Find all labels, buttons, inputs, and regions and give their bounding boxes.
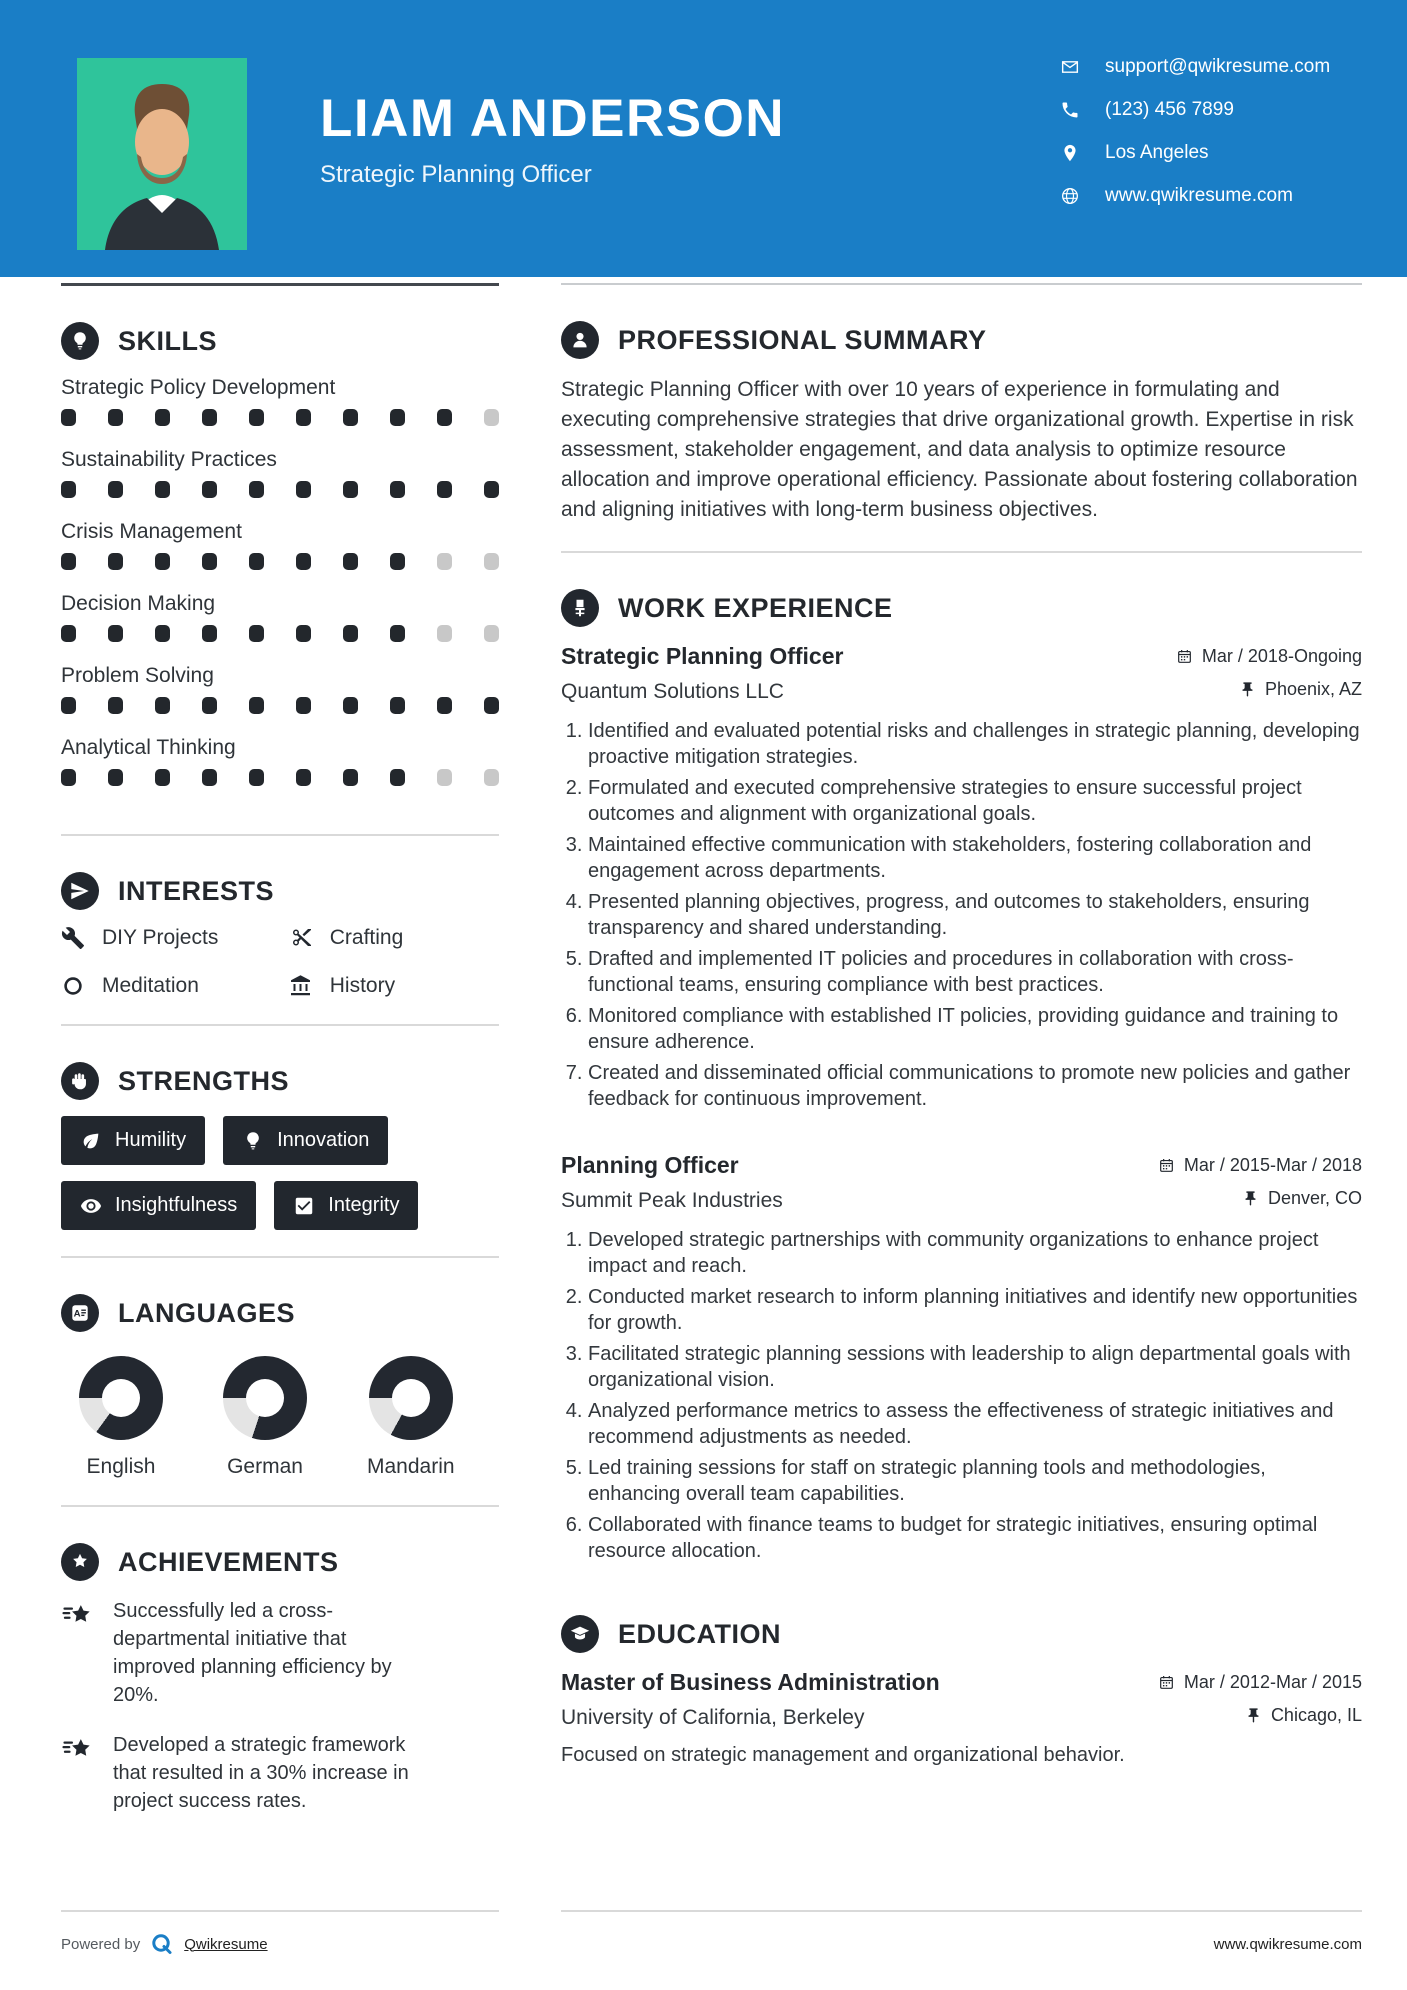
skills-section-icon-circle	[61, 322, 99, 360]
job-bullet: 1. Developed strategic partnerships with community organizations to enhance project impact and reach.	[588, 1227, 1362, 1279]
job-date: Mar / 2015-Mar / 2018	[1183, 1155, 1362, 1176]
bulb-icon	[242, 1130, 264, 1152]
section-title: ACHIEVEMENTS	[118, 1546, 339, 1577]
strength-pill	[61, 1116, 205, 1165]
skill-dot-filled	[61, 481, 76, 498]
shooting-star-icon	[61, 1733, 95, 1767]
pin-icon	[1060, 143, 1080, 163]
skill-item	[61, 376, 499, 426]
education-section	[561, 1579, 1362, 1767]
person-title: Strategic Planning Officer	[320, 161, 592, 188]
experience-section	[561, 553, 1362, 1569]
skill-name: Strategic Policy Development	[61, 376, 336, 399]
job-company: Summit Peak Industries	[561, 1189, 783, 1213]
skill-dot-filled	[343, 769, 358, 786]
language-label: English	[86, 1455, 156, 1478]
globe-icon	[1060, 186, 1080, 206]
skills-list	[61, 376, 499, 786]
footer	[0, 1912, 1407, 1990]
summary-section-icon-circle	[561, 321, 599, 359]
job-bullet: 1. Identified and evaluated potential risks and challenges in strategic planning, developing proactive mitigation strategies.	[588, 718, 1362, 770]
skill-dot-filled	[61, 409, 76, 426]
skill-name: Sustainability Practices	[61, 448, 277, 471]
interest-label: History	[329, 974, 396, 997]
skill-dot-empty	[437, 553, 452, 570]
language-item	[367, 1356, 455, 1479]
wrench-icon	[61, 926, 85, 950]
job-bullet: 6. Monitored compliance with established IT policies, providing guidance and training to ensure adherence.	[588, 1003, 1362, 1055]
section-title: PROFESSIONAL SUMMARY	[618, 324, 987, 355]
language-label: Mandarin	[367, 1455, 455, 1478]
divider	[561, 1910, 1362, 1912]
job-bullets	[561, 1227, 1362, 1564]
interest-label: Crafting	[329, 926, 404, 949]
shooting-star-icon	[61, 1599, 95, 1633]
job-bullet: 5. Led training sessions for staff on strategic planning tools and methodologies, enhancing overall team capabilities.	[588, 1455, 1362, 1507]
skill-dot-filled	[390, 697, 405, 714]
contact-list	[1060, 56, 1360, 207]
skill-dot-filled	[61, 625, 76, 642]
education-degree: Master of Business Administration	[561, 1669, 940, 1696]
leaf-icon	[80, 1130, 102, 1152]
skill-dot-filled	[249, 625, 264, 642]
skill-dot-filled	[202, 697, 217, 714]
job-bullet: 6. Collaborated with finance teams to budget for strategic initiatives, ensuring optimal resource allocation.	[588, 1512, 1362, 1564]
jobs-list	[561, 643, 1362, 1564]
skill-dot-empty	[484, 553, 499, 570]
person-icon	[569, 329, 591, 351]
education-location: Chicago, IL	[1270, 1705, 1362, 1726]
skill-name: Crisis Management	[61, 520, 242, 543]
job-title: Planning Officer	[561, 1152, 739, 1179]
job-company: Quantum Solutions LLC	[561, 680, 784, 704]
job-bullet: 3. Maintained effective communication with stakeholders, fostering collaboration and engagement across departments.	[588, 832, 1362, 884]
right-column	[561, 283, 1362, 1912]
scissors-icon	[289, 926, 313, 950]
section-title: STRENGTHS	[118, 1065, 290, 1096]
job-bullet: 2. Conducted market research to inform planning initiatives and identify new opportunities for growth.	[588, 1284, 1362, 1336]
skill-dot-filled	[108, 409, 123, 426]
skill-dot-empty	[484, 409, 499, 426]
person-name: LIAM ANDERSON	[320, 89, 786, 148]
skill-dot-filled	[343, 697, 358, 714]
section-title: EDUCATION	[618, 1618, 781, 1649]
phone-icon	[1060, 100, 1080, 120]
skill-item	[61, 736, 499, 786]
powered-by-block	[61, 1932, 268, 1956]
skills-section	[61, 286, 499, 808]
interests-list	[61, 926, 499, 998]
skill-dot-empty	[437, 625, 452, 642]
skill-dot-filled	[61, 553, 76, 570]
interest-item	[289, 974, 499, 998]
job-location: Denver, CO	[1267, 1188, 1362, 1209]
skill-dot-filled	[343, 625, 358, 642]
skill-dot-filled	[249, 769, 264, 786]
job-bullet: 5. Drafted and implemented IT policies and procedures in collaboration with cross-functional teams, ensuring compliance with best practices.	[588, 946, 1362, 998]
mail-icon	[1060, 57, 1080, 77]
achievement-item	[61, 1597, 499, 1709]
summary-section	[561, 285, 1362, 525]
museum-icon	[289, 974, 313, 998]
interest-label: DIY Projects	[102, 926, 219, 949]
education-location-row	[1245, 1705, 1362, 1726]
contact-row[interactable]	[1060, 142, 1360, 164]
skill-dot-filled	[249, 697, 264, 714]
skill-rating	[61, 769, 499, 786]
interest-item	[289, 926, 499, 950]
job-entry	[561, 643, 1362, 1112]
pushpin-icon	[1239, 681, 1256, 698]
job-location-row	[1242, 1188, 1362, 1209]
skill-dot-filled	[155, 625, 170, 642]
skill-dot-filled	[108, 697, 123, 714]
graduation-cap-icon	[569, 1623, 591, 1645]
skill-rating	[61, 625, 499, 642]
achievement-item	[61, 1731, 499, 1815]
qwikresume-logo-icon	[150, 1932, 174, 1956]
job-bullet: 4. Analyzed performance metrics to assess the effectiveness of strategic initiatives and recommend adjustments as needed.	[588, 1398, 1362, 1450]
skill-dot-filled	[484, 697, 499, 714]
job-location-row	[1239, 679, 1362, 700]
skill-dot-filled	[202, 409, 217, 426]
skill-item	[61, 448, 499, 498]
checkbox-icon	[293, 1195, 315, 1217]
footer-website-link[interactable]: www.qwikresume.com	[1213, 1935, 1362, 1953]
skill-rating	[61, 553, 499, 570]
strength-label: Integrity	[328, 1194, 400, 1216]
skill-dot-filled	[108, 553, 123, 570]
left-column	[61, 283, 499, 1912]
interest-item	[61, 974, 289, 998]
skill-dot-filled	[437, 697, 452, 714]
pushpin-icon	[1245, 1707, 1262, 1724]
skill-dot-empty	[484, 769, 499, 786]
strengths-section-icon-circle	[61, 1062, 99, 1100]
skill-dot-filled	[202, 769, 217, 786]
skill-dot-filled	[155, 769, 170, 786]
job-bullet: 2. Formulated and executed comprehensive strategies to ensure successful project outcomes and alignment with organizational goals.	[588, 775, 1362, 827]
skill-item	[61, 520, 499, 570]
skill-dot-filled	[155, 481, 170, 498]
strengths-section	[61, 1026, 499, 1230]
skill-dot-filled	[390, 625, 405, 642]
contact-row[interactable]	[1060, 99, 1360, 121]
powered-by-label: Powered by	[61, 1935, 141, 1953]
ring-icon	[61, 974, 85, 998]
skill-dot-filled	[108, 481, 123, 498]
skill-rating	[61, 697, 499, 714]
skill-dot-filled	[249, 481, 264, 498]
skill-dot-filled	[108, 625, 123, 642]
eye-icon	[80, 1195, 102, 1217]
experience-section-icon-circle	[561, 589, 599, 627]
contact-text: support@qwikresume.com	[1105, 56, 1331, 77]
fist-icon	[69, 1070, 91, 1092]
achievements-section-icon-circle	[61, 1543, 99, 1581]
calendar-icon	[1158, 1674, 1175, 1691]
calendar-icon	[1158, 1157, 1175, 1174]
achievements-list	[61, 1597, 499, 1815]
contact-text: (123) 456 7899	[1105, 99, 1234, 120]
language-donut-chart	[79, 1356, 163, 1440]
skill-dot-filled	[296, 409, 311, 426]
translate-icon	[69, 1302, 91, 1324]
job-title: Strategic Planning Officer	[561, 643, 844, 670]
skill-dot-filled	[390, 769, 405, 786]
medal-star-icon	[69, 1551, 91, 1573]
education-school: University of California, Berkeley	[561, 1706, 865, 1730]
achievements-section	[61, 1507, 499, 1837]
skill-rating	[61, 409, 499, 426]
contact-text: Los Angeles	[1105, 142, 1209, 163]
interests-section	[61, 836, 499, 998]
skill-dot-filled	[249, 553, 264, 570]
job-date-row	[1158, 1155, 1362, 1176]
pushpin-icon	[1242, 1190, 1259, 1207]
strengths-list	[61, 1116, 499, 1230]
skill-dot-filled	[202, 481, 217, 498]
skill-dot-filled	[202, 553, 217, 570]
paper-plane-icon	[69, 880, 91, 902]
job-bullets	[561, 718, 1362, 1112]
avatar	[77, 58, 247, 250]
skill-name: Analytical Thinking	[61, 736, 236, 759]
divider	[61, 1910, 499, 1912]
skill-dot-filled	[343, 409, 358, 426]
strength-pill	[223, 1116, 388, 1165]
section-title: INTERESTS	[118, 875, 275, 906]
achievement-text: Developed a strategic framework that resulted in a 30% increase in project success rates.	[113, 1734, 409, 1812]
qwikresume-brand-link[interactable]: Qwikresume	[184, 1935, 268, 1953]
job-bullet: 4. Presented planning objectives, progress, and outcomes to stakeholders, ensuring transparency and shared understanding.	[588, 889, 1362, 941]
strength-pill	[61, 1181, 256, 1230]
job-date-row	[1176, 646, 1362, 667]
skill-dot-filled	[296, 625, 311, 642]
skill-dot-filled	[296, 697, 311, 714]
skill-dot-filled	[437, 481, 452, 498]
contact-row[interactable]	[1060, 185, 1360, 207]
skill-dot-empty	[437, 769, 452, 786]
skill-dot-filled	[390, 409, 405, 426]
languages-list	[61, 1356, 499, 1479]
job-bullet: 7. Created and disseminated official communications to promote new policies and gather feedback for continuous improvement.	[588, 1060, 1362, 1112]
contact-row[interactable]	[1060, 56, 1360, 78]
languages-section	[61, 1258, 499, 1479]
job-date: Mar / 2018-Ongoing	[1201, 646, 1362, 667]
header-bar	[0, 0, 1407, 277]
skill-name: Decision Making	[61, 592, 216, 615]
language-donut-chart	[223, 1356, 307, 1440]
skill-dot-filled	[108, 769, 123, 786]
skill-rating	[61, 481, 499, 498]
contact-text: www.qwikresume.com	[1105, 185, 1293, 206]
skill-dot-filled	[61, 769, 76, 786]
skill-dot-filled	[202, 625, 217, 642]
lightbulb-icon	[69, 330, 91, 352]
strength-label: Insightfulness	[115, 1194, 238, 1216]
skill-dot-filled	[61, 697, 76, 714]
skill-item	[61, 664, 499, 714]
skill-dot-filled	[155, 553, 170, 570]
interests-section-icon-circle	[61, 872, 99, 910]
strength-label: Innovation	[277, 1129, 370, 1151]
job-location: Phoenix, AZ	[1264, 679, 1362, 700]
job-bullet: 3. Facilitated strategic planning sessions with leadership to align departmental goals with organizational vision.	[588, 1341, 1362, 1393]
calendar-icon	[1176, 648, 1193, 665]
skill-dot-empty	[484, 625, 499, 642]
strength-pill	[274, 1181, 418, 1230]
skill-name: Problem Solving	[61, 664, 214, 687]
education-entry	[561, 1669, 1362, 1767]
skill-dot-filled	[343, 481, 358, 498]
education-note: Focused on strategic management and organizational behavior.	[561, 1744, 1125, 1767]
profile-photo	[77, 58, 247, 250]
interest-item	[61, 926, 289, 950]
section-title: SKILLS	[118, 325, 218, 356]
skill-dot-filled	[390, 481, 405, 498]
language-donut-chart	[369, 1356, 453, 1440]
education-section-icon-circle	[561, 1615, 599, 1653]
skill-dot-filled	[155, 409, 170, 426]
section-title: LANGUAGES	[118, 1297, 296, 1328]
office-chair-icon	[569, 597, 591, 619]
education-date-row	[1158, 1672, 1362, 1693]
language-label: German	[227, 1455, 303, 1478]
skill-item	[61, 592, 499, 642]
skill-dot-filled	[296, 553, 311, 570]
skill-dot-filled	[296, 769, 311, 786]
strength-label: Humility	[115, 1129, 187, 1151]
skill-dot-filled	[155, 697, 170, 714]
skill-dot-filled	[296, 481, 311, 498]
skill-dot-filled	[484, 481, 499, 498]
identity-block	[320, 88, 785, 189]
achievement-text: Successfully led a cross-departmental initiative that improved planning efficiency by 20%.	[113, 1600, 392, 1706]
content-columns	[0, 277, 1407, 1912]
interest-label: Meditation	[102, 974, 199, 997]
job-entry	[561, 1152, 1362, 1564]
language-item	[79, 1356, 163, 1479]
skill-dot-filled	[390, 553, 405, 570]
education-date: Mar / 2012-Mar / 2015	[1183, 1672, 1362, 1693]
skill-dot-filled	[437, 409, 452, 426]
summary-text: Strategic Planning Officer with over 10 years of experience in formulating and executing comprehensive strategies that drive organizational growth. Expertise in risk assessment, stakeholder engagement, and data analysis to optimize resource allocation and improve operational efficiency. Passionate about fostering collaboration and aligning initiatives with long-term business objectives.	[561, 378, 1358, 522]
languages-section-icon-circle	[61, 1294, 99, 1332]
skill-dot-filled	[249, 409, 264, 426]
language-item	[223, 1356, 307, 1479]
section-title: WORK EXPERIENCE	[618, 592, 893, 623]
skill-dot-filled	[343, 553, 358, 570]
